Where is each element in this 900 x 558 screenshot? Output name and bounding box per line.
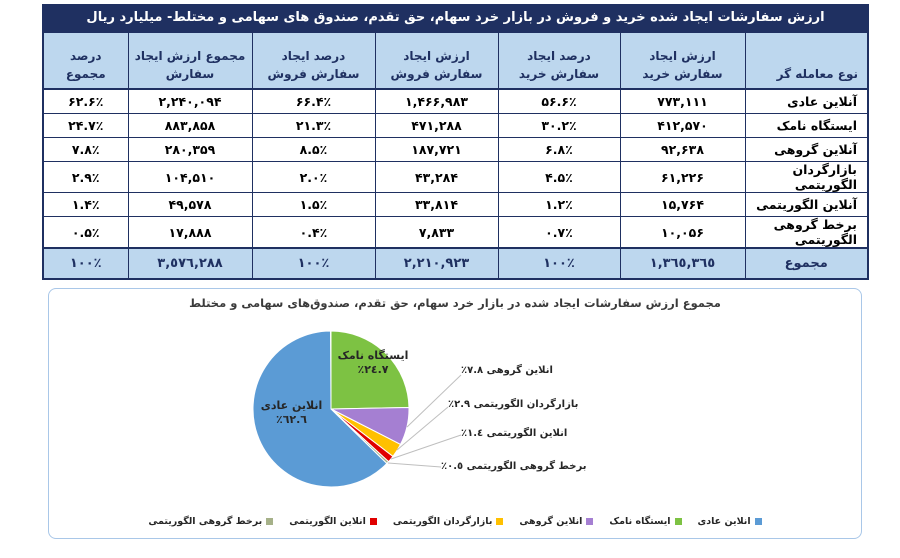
- value-cell: ۲۸۰,۳۵۹: [128, 138, 252, 162]
- total-sum-value-cell: ٣,٥٧٦,٢٨٨: [128, 248, 252, 279]
- total-row: [43, 248, 868, 279]
- callout-algo-group-online: برخط گروهی الگوریتمی ٠.٥٪: [441, 461, 587, 472]
- table-row: [43, 217, 868, 249]
- chart-legend: [49, 516, 861, 527]
- trader-type-cell: آنلاین الگوریتمی: [745, 193, 868, 217]
- value-cell: ۷۷۳,۱۱۱: [620, 89, 745, 114]
- value-cell: ۷.۸٪: [43, 138, 128, 162]
- orders-table-section: [42, 4, 869, 280]
- value-cell: ۴.۵٪: [498, 162, 620, 193]
- trader-type-cell: برخط گروهی الگوریتمی: [745, 217, 868, 249]
- legend-swatch: [266, 518, 273, 525]
- legend-label: ایستگاه نامک: [609, 516, 671, 527]
- pie-label-namak-station: [315, 349, 431, 377]
- pie-label-online-normal: [234, 399, 349, 427]
- legend-label: برخط گروهی الگوریتمی: [148, 516, 263, 527]
- legend-swatch: [370, 518, 377, 525]
- legend-item-5: [148, 516, 273, 527]
- value-cell: ۲۴.۷٪: [43, 114, 128, 138]
- legend-label: بازارگردان الگوریتمی: [392, 516, 493, 527]
- header-trader-type: نوع معامله گر: [745, 32, 868, 89]
- value-cell: ۱,۴۶۶,۹۸۳: [375, 89, 498, 114]
- header-total-percent: درصد مجموع: [43, 32, 128, 89]
- header-buy-value: ارزش ایجاد سفارش خرید: [620, 32, 745, 89]
- chart-title: مجموع ارزش سفارشات ایجاد شده در بازار خرد سهام، حق تقدم، صندوق‌های سهامی و مختلط: [189, 296, 721, 310]
- value-cell: ۶۱,۲۲۶: [620, 162, 745, 193]
- table-row: [43, 138, 868, 162]
- legend-item-1: [609, 516, 681, 527]
- table-footer: [43, 248, 868, 279]
- value-cell: ۴۱۲,۵۷۰: [620, 114, 745, 138]
- value-cell: ۱۰۴,۵۱۰: [128, 162, 252, 193]
- table-title: ارزش سفارشات ایجاد شده خرید و فروش در بازار خرد سهام، حق تقدم، صندوق های سهامی و مختلط- میلیارد ریال: [42, 4, 869, 31]
- callout-group-online: انلاین گروهی ٧.٨٪: [461, 365, 553, 376]
- orders-table: [42, 31, 869, 280]
- value-cell: ۰.۷٪: [498, 217, 620, 249]
- header-total-value: مجموع ارزش ایجاد سفارش: [128, 32, 252, 89]
- value-cell: ۲,۲۴۰,۰۹۴: [128, 89, 252, 114]
- value-cell: ۴۷۱,۲۸۸: [375, 114, 498, 138]
- value-cell: ۸.۵٪: [252, 138, 375, 162]
- value-cell: ۹۲,۶۳۸: [620, 138, 745, 162]
- value-cell: ۷,۸۳۳: [375, 217, 498, 249]
- callout-algo-online: انلاین الگوریتمی ١.٤٪: [461, 428, 568, 439]
- value-cell: ۴۹,۵۷۸: [128, 193, 252, 217]
- header-sell-value: ارزش ایجاد سفارش فروش: [375, 32, 498, 89]
- value-cell: ۰.۵٪: [43, 217, 128, 249]
- trader-type-cell: آنلاین گروهی: [745, 138, 868, 162]
- value-cell: ۲۱.۳٪: [252, 114, 375, 138]
- total-buy-percent-cell: ۱۰۰٪: [498, 248, 620, 279]
- pie-label-namak-station-name: ایستگاه نامک: [337, 349, 409, 362]
- header-row: [43, 32, 868, 89]
- pie-chart-panel: [48, 288, 862, 539]
- value-cell: ۲.۹٪: [43, 162, 128, 193]
- total-label-cell: مجموع: [745, 248, 868, 279]
- trader-type-cell: بازارگردان الگوریتمی: [745, 162, 868, 193]
- table-body: [43, 89, 868, 248]
- table-row: [43, 89, 868, 114]
- value-cell: ۶۶.۴٪: [252, 89, 375, 114]
- value-cell: ۱۵,۷۶۴: [620, 193, 745, 217]
- total-sell-percent-cell: ۱۰۰٪: [252, 248, 375, 279]
- leader-line-algo-group: [388, 463, 441, 467]
- table-header: [43, 32, 868, 89]
- value-cell: ۶۲.۶٪: [43, 89, 128, 114]
- value-cell: ۱.۵٪: [252, 193, 375, 217]
- legend-item-3: [393, 516, 504, 527]
- value-cell: ۱۸۷,۷۲۱: [375, 138, 498, 162]
- table-row: [43, 193, 868, 217]
- value-cell: ۶.۸٪: [498, 138, 620, 162]
- total-sum-percent-cell: ۱۰۰٪: [43, 248, 128, 279]
- value-cell: ۴۳,۲۸۴: [375, 162, 498, 193]
- value-cell: ۱.۲٪: [498, 193, 620, 217]
- pie-chart-svg: [49, 289, 861, 538]
- callout-market-maker: بازارگردان الگوریتمی ٢.٩٪: [448, 399, 579, 410]
- trader-type-cell: ایستگاه نامک: [745, 114, 868, 138]
- legend-label: انلاین عادی: [697, 516, 751, 527]
- legend-item-0: [698, 516, 762, 527]
- value-cell: ۲.۰٪: [252, 162, 375, 193]
- total-buy-value-cell: ١,٣٦٥,٣٦٥: [620, 248, 745, 279]
- legend-swatch: [496, 518, 503, 525]
- legend-item-4: [289, 516, 377, 527]
- value-cell: ۰.۴٪: [252, 217, 375, 249]
- pie-label-namak-station-pct: ٢٤.٧٪: [357, 363, 389, 376]
- value-cell: ۱۰,۰۵۶: [620, 217, 745, 249]
- table-row: [43, 114, 868, 138]
- value-cell: ۱۷,۸۸۸: [128, 217, 252, 249]
- total-sell-value-cell: ٢,٢١٠,٩٢٣: [375, 248, 498, 279]
- value-cell: ۵۶.۶٪: [498, 89, 620, 114]
- table-row: [43, 162, 868, 193]
- value-cell: ۳۳,۸۱۴: [375, 193, 498, 217]
- value-cell: ۱.۴٪: [43, 193, 128, 217]
- legend-swatch: [586, 518, 593, 525]
- legend-label: انلاین الگوریتمی: [289, 516, 366, 527]
- trader-type-cell: آنلاین عادی: [745, 89, 868, 114]
- header-buy-percent: درصد ایجاد سفارش خرید: [498, 32, 620, 89]
- legend-swatch: [675, 518, 682, 525]
- legend-item-2: [519, 516, 593, 527]
- header-sell-percent: درصد ایجاد سفارش فروش: [252, 32, 375, 89]
- pie-label-online-normal-name: انلاین عادی: [260, 399, 323, 412]
- legend-label: انلاین گروهی: [519, 516, 583, 527]
- value-cell: ۸۸۳,۸۵۸: [128, 114, 252, 138]
- pie-label-online-normal-pct: ٦٢.٦٪: [275, 413, 308, 426]
- value-cell: ۳۰.۲٪: [498, 114, 620, 138]
- legend-swatch: [755, 518, 762, 525]
